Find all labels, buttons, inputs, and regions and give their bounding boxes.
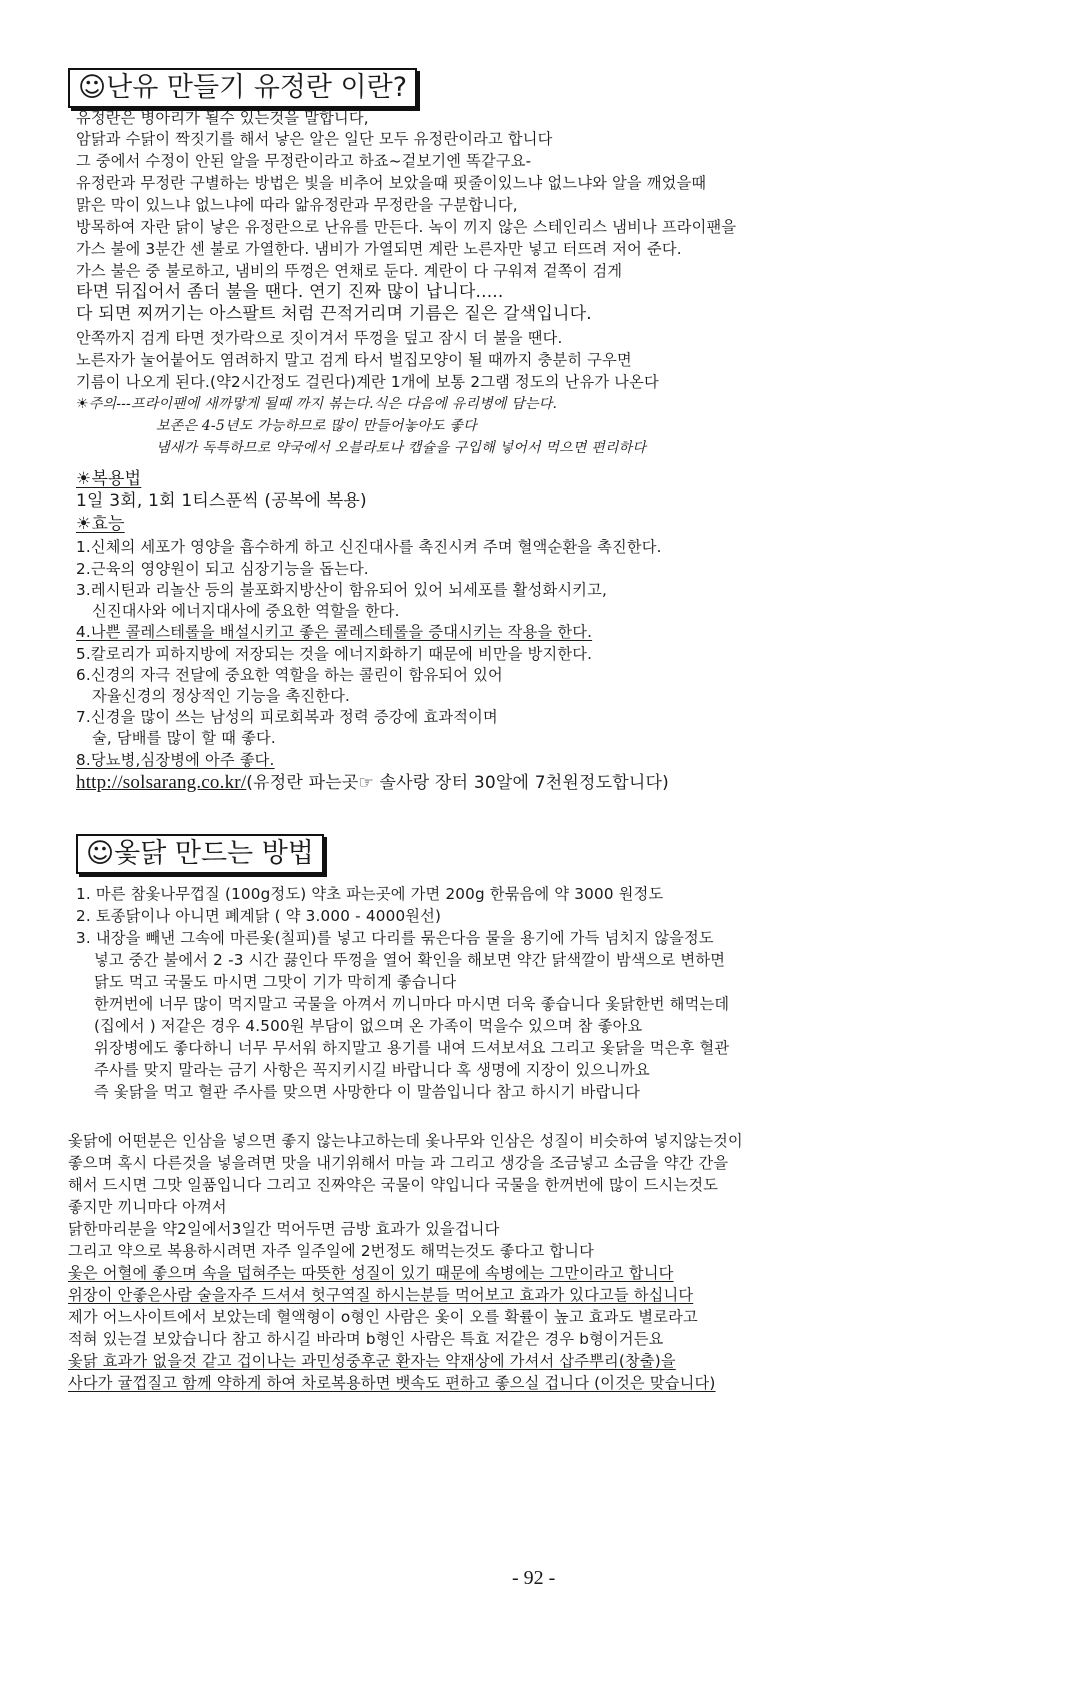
step-line: 닭도 먹고 국물도 마시면 그맛이 기가 막히게 좋습니다 <box>94 973 457 991</box>
effect-item: 6.신경의 자극 전달에 중요한 역할을 하는 콜린이 함유되어 있어 <box>76 666 503 684</box>
effect-item: 자율신경의 정상적인 기능을 촉진한다. <box>92 687 351 705</box>
text-line: 방목하여 자란 닭이 낳은 유정란으로 난유를 만든다. 녹이 끼지 않은 스테인리스 냄비나 프라이팬을 <box>76 218 737 236</box>
dosage-text: 1일 3회, 1회 1티스푼씩 (공복에 복용) <box>76 491 367 511</box>
effect-item: 7.신경을 많이 쓰는 남성의 피로회복과 정력 증강에 효과적이며 <box>76 708 498 726</box>
effect-item: 1.신체의 세포가 영양을 흡수하게 하고 신진대사를 촉진시켜 주며 혈액순환을 촉진한다. <box>76 538 662 556</box>
effect-item: 3.레시틴과 리놀산 등의 불포화지방산이 함유되어 있어 뇌세포를 활성화시키고, <box>76 581 607 599</box>
text-line: 가스 불은 중 불로하고, 냄비의 뚜껑은 연채로 둔다. 계란이 다 구워져 겉쪽이 검게 <box>76 262 623 280</box>
note-line: ☀주의---프라이팬에 새까맣게 될때 까지 볶는다.식은 다음에 유리병에 담는다. <box>76 396 558 412</box>
note-line: 보존은 4-5년도 가능하므로 많이 만들어놓아도 좋다 <box>156 418 477 434</box>
source-line <box>76 773 669 793</box>
para-line: 그리고 약으로 복용하시려면 자주 일주일에 2번정도 해먹는것도 좋다고 합니다 <box>68 1242 594 1260</box>
text-line: 암닭과 수닭이 짝짓기를 해서 낳은 알은 일단 모두 유정란이라고 합니다 <box>76 130 553 148</box>
para-line: 옻은 어혈에 좋으며 속을 덥혀주는 따뜻한 성질이 있기 때문에 속병에는 그만이라고 합니다 <box>68 1264 674 1282</box>
text-line: 안쪽까지 검게 타면 젓가락으로 짓이겨서 뚜껑을 덮고 잠시 더 불을 땐다. <box>76 329 563 347</box>
step-line: 즉 옻닭을 먹고 혈관 주사를 맞으면 사망한다 이 말씀입니다 참고 하시기 바랍니다 <box>94 1083 641 1101</box>
text-line: 유정란은 병아리가 될수 있는것을 말합니다, <box>76 109 369 127</box>
text-line: 타면 뒤집어서 좀더 불을 땐다. 연기 진짜 많이 납니다..... <box>76 282 504 302</box>
section2-title: ☺옻닭 만드는 방법 <box>76 834 324 874</box>
text-line: 맑은 막이 있느냐 없느냐에 따라 앎유정란과 무정란을 구분합니다, <box>76 196 518 214</box>
step-line: 3. 내장을 빼낸 그속에 마른옻(칠피)를 넣고 다리를 묶은다음 물을 용기에 가득 넘치지 않을정도 <box>76 929 714 947</box>
effect-item: 2.근육의 영양원이 되고 심장기능을 돕는다. <box>76 560 369 578</box>
para-line: 닭한마리분을 약2일에서3일간 먹어두면 금방 효과가 있을겁니다 <box>68 1220 500 1238</box>
effect-item: 5.칼로리가 피하지방에 저장되는 것을 에너지화하기 때문에 비만을 방지한다. <box>76 645 593 663</box>
para-line: 제가 어느사이트에서 보았는데 혈액형이 o형인 사람은 옻이 오를 확률이 높고 효과도 별로라고 <box>68 1308 698 1326</box>
para-line: 적혀 있는걸 보았습니다 참고 하시길 바라며 b형인 사람은 특효 저같은 경우 b형이거든요 <box>68 1330 664 1348</box>
dosage-heading: ☀복용법 <box>76 469 142 489</box>
effect-item: 8.당뇨병,심장병에 아주 좋다. <box>76 751 275 769</box>
text-line: 가스 불에 3분간 센 불로 가열한다. 냄비가 가열되면 계란 노른자만 넣고 터뜨려 저어 준다. <box>76 240 682 258</box>
step-line: 1. 마른 참옻나무껍질 (100g정도) 약초 파는곳에 가면 200g 한묶음에 약 3000 원정도 <box>76 885 664 903</box>
text-line: 노른자가 눌어붙어도 염려하지 말고 검게 타서 벌집모양이 될 때까지 충분히 구우면 <box>76 351 632 369</box>
para-line: 해서 드시면 그맛 일품입니다 그리고 진짜약은 국물이 약입니다 국물을 한꺼번에 많이 드시는것도 <box>68 1176 719 1194</box>
para-line: 옻닭 효과가 없을것 같고 겁이나는 과민성중후군 환자는 약재상에 가셔서 삽주뿌리(창출)을 <box>68 1352 676 1370</box>
text-line: 그 중에서 수정이 안된 알을 무정란이라고 하죠~겉보기엔 똑같구요- <box>76 152 532 170</box>
text-line: 기름이 나오게 된다.(약2시간정도 걸린다)계란 1개에 보통 2그램 정도의 난유가 나온다 <box>76 373 659 391</box>
effect-item: 술, 담배를 많이 할 때 좋다. <box>92 729 276 747</box>
text-line: 유정란과 무정란 구별하는 방법은 빛을 비추어 보았을때 핏줄이있느냐 없느냐와 알을 깨었을때 <box>76 174 707 192</box>
effect-item: 신진대사와 에너지대사에 중요한 역할을 한다. <box>92 602 400 620</box>
source-link[interactable]: http://solsarang.co.kr/ <box>76 772 247 793</box>
source-note: (유정란 파는곳☞ 솔사랑 장터 30알에 7천원정도합니다) <box>246 773 669 793</box>
step-line: (집에서 ) 저같은 경우 4.500원 부담이 없으며 온 가족이 먹을수 있으며 참 좋아요 <box>94 1017 643 1035</box>
text-line: 다 되면 찌꺼기는 아스팔트 처럼 끈적거리며 기름은 짙은 갈색입니다. <box>76 304 592 324</box>
para-line: 좋지만 끼니마다 아껴서 <box>68 1198 227 1216</box>
step-line: 주사를 맞지 말라는 금기 사항은 꼭지키시길 바랍니다 혹 생명에 지장이 있으니까요 <box>94 1061 650 1079</box>
step-line: 2. 토종닭이나 아니면 폐계닭 ( 약 3.000 - 4000원선) <box>76 907 442 925</box>
note-line: 냄새가 독특하므로 약국에서 오블라토나 캡슐을 구입해 넣어서 먹으면 편리하다 <box>156 440 647 456</box>
section1-title: ☺난유 만들기 유정란 이란? <box>68 68 417 108</box>
effect-item: 4.나쁜 콜레스테롤을 배설시키고 좋은 콜레스테롤을 증대시키는 작용을 한다. <box>76 623 593 641</box>
para-line: 위장이 안좋은사람 술을자주 드셔셔 헛구역질 하시는분들 먹어보고 효과가 있다고들 하십니다 <box>68 1286 694 1304</box>
para-line: 좋으며 혹시 다른것을 넣을려면 맛을 내기위해서 마늘 과 그리고 생강을 조금넣고 소금을 약간 간을 <box>68 1154 729 1172</box>
effect-heading: ☀효능 <box>76 514 125 534</box>
step-line: 넣고 중간 불에서 2 -3 시간 끓인다 뚜껑을 열어 확인을 해보면 약간 닭색깔이 밤색으로 변하면 <box>94 951 726 969</box>
para-line: 사다가 귤껍질고 함께 약하게 하여 차로복용하면 뱃속도 편하고 좋으실 겁니다 (이것은 맞습니다) <box>68 1374 716 1392</box>
para-line: 옻닭에 어떤분은 인삼을 넣으면 좋지 않는냐고하는데 옻나무와 인삼은 성질이 비슷하여 넣지않는것이 <box>68 1132 743 1150</box>
step-line: 한꺼번에 너무 많이 먹지말고 국물을 아껴서 끼니마다 마시면 더욱 좋습니다 옻닭한번 해먹는데 <box>94 995 730 1013</box>
page-number: - 92 - <box>512 1567 556 1589</box>
step-line: 위장병에도 좋다하니 너무 무서워 하지말고 용기를 내여 드셔보셔요 그리고 옻닭을 먹은후 혈관 <box>94 1039 730 1057</box>
